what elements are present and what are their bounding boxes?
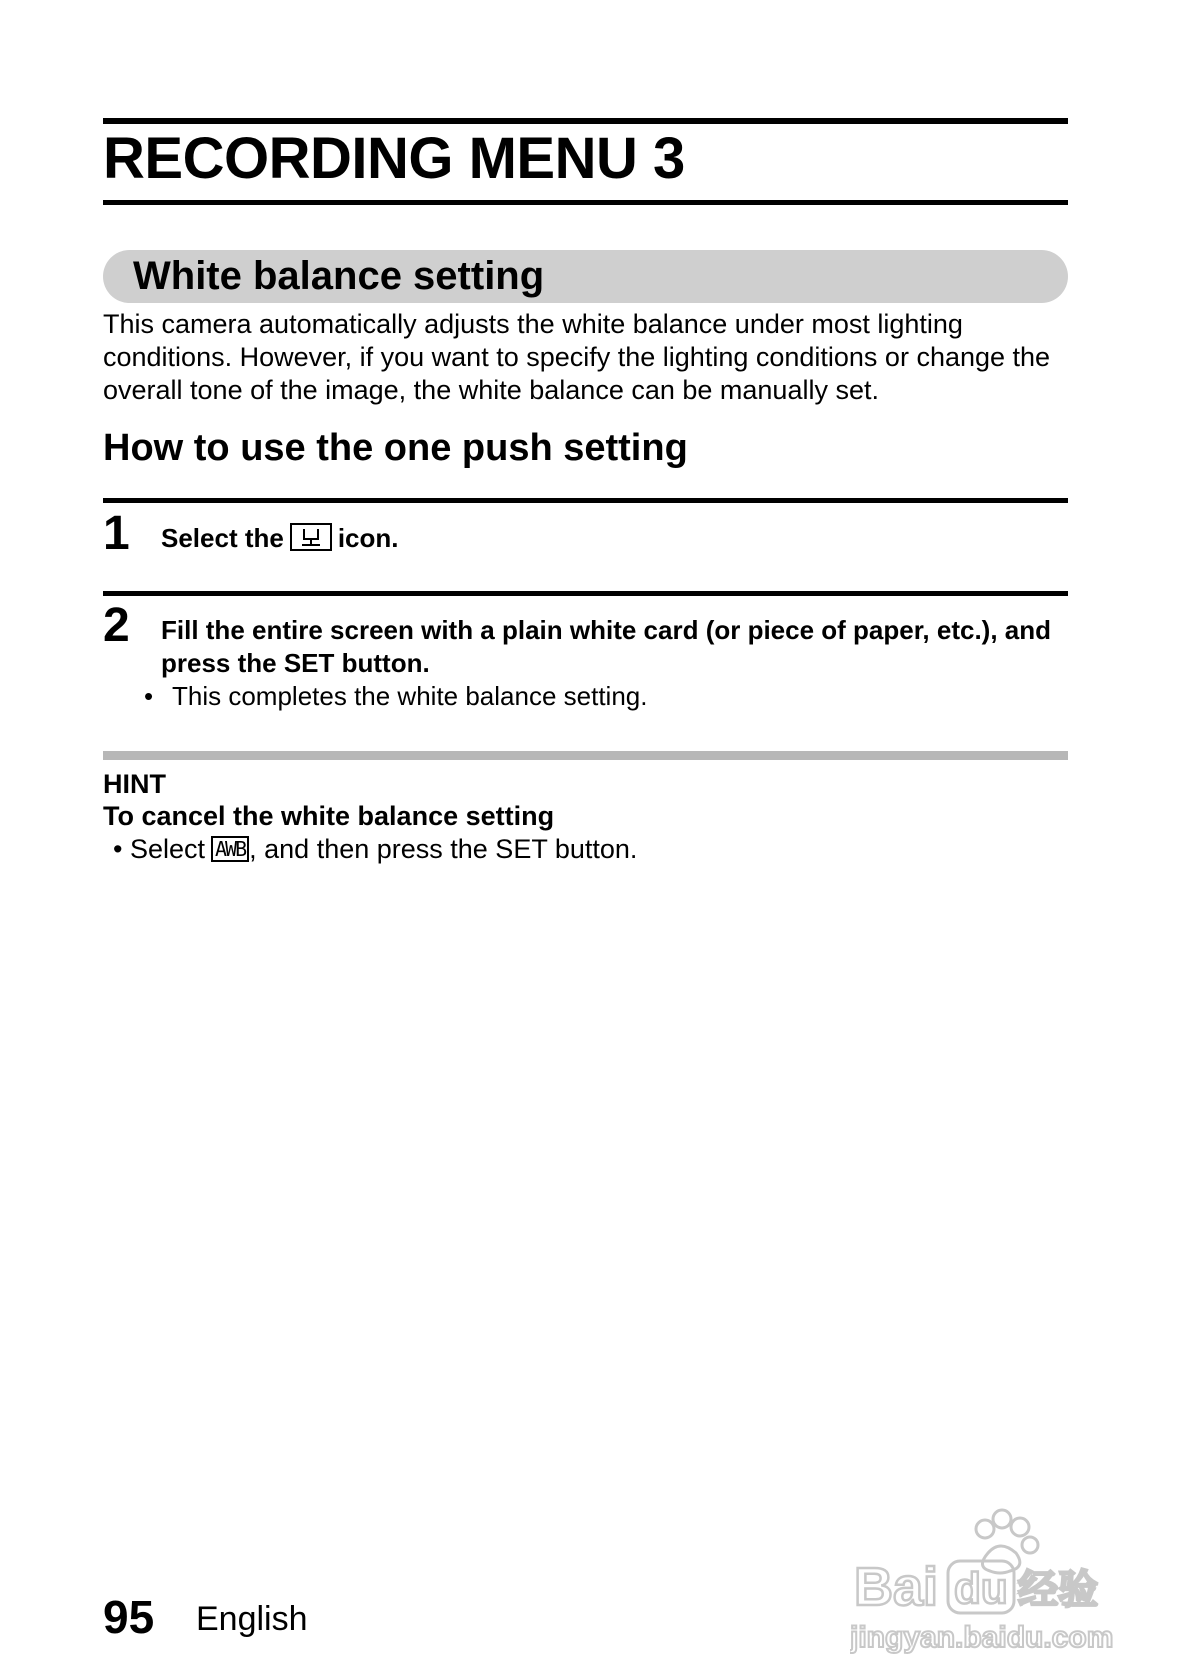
footer-language: English <box>196 1600 308 1638</box>
svg-text:du: du <box>954 1564 1008 1613</box>
hint-bullet: • <box>113 834 123 864</box>
subsection-title: How to use the one push setting <box>103 427 688 469</box>
step-1-text-after: icon. <box>337 523 399 553</box>
step-2-rule <box>103 591 1068 596</box>
hint-text-after: , and then press the SET button. <box>249 834 638 864</box>
title-rule-bottom <box>103 200 1068 205</box>
step-1-rule <box>103 498 1068 503</box>
page-number: 95 <box>103 1591 155 1643</box>
step-1-text <box>161 522 1081 559</box>
hint-label: HINT <box>103 769 166 799</box>
baidu-watermark-logo <box>850 1505 1150 1655</box>
hint-item <box>113 833 637 865</box>
step-1-number: 1 <box>103 507 130 560</box>
one-push-icon <box>290 523 332 559</box>
step-2-text: Fill the entire screen with a plain white card (or piece of paper, etc.), and press the SET button. <box>161 615 1051 678</box>
svg-text:经验: 经验 <box>1018 1567 1098 1613</box>
svg-text:Bai: Bai <box>854 1557 939 1617</box>
section-heading-pill <box>103 250 1068 303</box>
svg-text:jingyan.baidu.com: jingyan.baidu.com <box>850 1621 1114 1654</box>
step-2-bullet: • <box>144 681 154 711</box>
hint-text-before: Select <box>129 834 206 864</box>
step-2-note-text: This completes the white balance setting. <box>172 681 648 711</box>
step-1-text-before: Select the <box>161 523 284 553</box>
awb-icon: AWB <box>211 836 249 862</box>
hint-rule <box>103 751 1068 760</box>
step-2-note <box>144 680 647 713</box>
section-title: White balance setting <box>133 254 545 298</box>
step-2-number: 2 <box>103 599 130 652</box>
page-title: RECORDING MENU 3 <box>103 126 685 191</box>
hint-title: To cancel the white balance setting <box>103 801 555 831</box>
intro-paragraph: This camera automatically adjusts the white balance under most lighting conditions. However, if you want to specify the lighting conditions or change the overall tone of the image, the white balance can be manually set. <box>103 309 1051 405</box>
